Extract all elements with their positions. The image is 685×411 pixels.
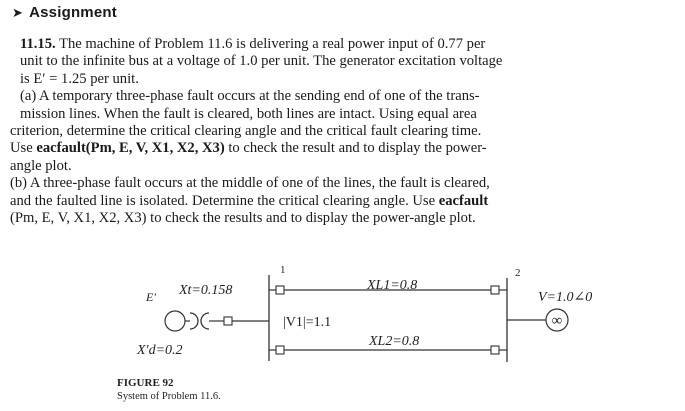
intro-line-3: is E′ = 1.25 per unit. bbox=[20, 70, 139, 87]
eacfault-name: eacfault bbox=[438, 192, 489, 209]
breaker-transformer bbox=[224, 317, 232, 325]
breaker-line-1-right bbox=[491, 286, 499, 294]
bus-1-label: 1 bbox=[280, 264, 286, 276]
breaker-line-2-left bbox=[276, 346, 284, 354]
part-a-line-1: (a) A temporary three-phase fault occurs at the sending end of one of the trans- bbox=[20, 88, 480, 105]
transformer-primary-coil bbox=[190, 313, 198, 329]
xt-label: Xt=0.158 bbox=[179, 283, 233, 298]
part-b-line-1: (b) A three-phase fault occurs at the middle of one of the lines, the fault is cleared, bbox=[10, 175, 490, 192]
intro-line-1: 11.15. The machine of Problem 11.6 is delivering a real power input of 0.77 per bbox=[20, 36, 486, 52]
problem-number: 11.15. bbox=[20, 36, 56, 52]
intro-line-2: unit to the infinite bus at a voltage of 1.0 per unit. The generator excitation voltage bbox=[20, 53, 503, 70]
breaker-line-1-left bbox=[276, 286, 284, 294]
transformer-secondary-coil bbox=[201, 313, 209, 329]
part-a-line-5: angle plot. bbox=[10, 157, 72, 174]
part-a-line-4: Use eacfault(Pm, E, V, X1, X2, X3) to check the result and to display the power- bbox=[10, 140, 487, 157]
infinity-icon: ∞ bbox=[551, 313, 563, 329]
eacfault-call: eacfault(Pm, E, V, X1, X2, X3) bbox=[36, 140, 225, 157]
figure-caption-title: FIGURE 92 bbox=[117, 377, 174, 389]
part-b-line-3: (Pm, E, V, X1, X2, X3) to check the results and to display the power-angle plot. bbox=[10, 210, 476, 227]
breaker-line-2-right bbox=[491, 346, 499, 354]
vinf-label: V=1.0∠0 bbox=[538, 290, 593, 305]
gen-emf-label: E′ bbox=[146, 290, 156, 304]
arrow-bullet-icon: ➤ bbox=[12, 5, 24, 20]
xl2-label: XL2=0.8 bbox=[369, 334, 420, 349]
xd-label: X′d=0.2 bbox=[137, 343, 183, 358]
generator-symbol bbox=[165, 311, 185, 331]
xl1-label: XL1=0.8 bbox=[367, 278, 418, 293]
figure-caption-subtitle: System of Problem 11.6. bbox=[117, 391, 221, 402]
part-a-line-3: criterion, determine the critical clearing angle and the critical fault clearing time. bbox=[10, 123, 482, 140]
heading-text: Assignment bbox=[29, 4, 117, 21]
v1-label: |V1|=1.1 bbox=[283, 315, 332, 330]
bus-2-label: 2 bbox=[515, 267, 521, 279]
part-b-line-2: and the faulted line is isolated. Determine the critical clearing angle. Use eacfault bbox=[10, 192, 489, 209]
part-a-line-2: mission lines. When the fault is cleared, both lines are intact. Using equal area bbox=[20, 105, 477, 122]
